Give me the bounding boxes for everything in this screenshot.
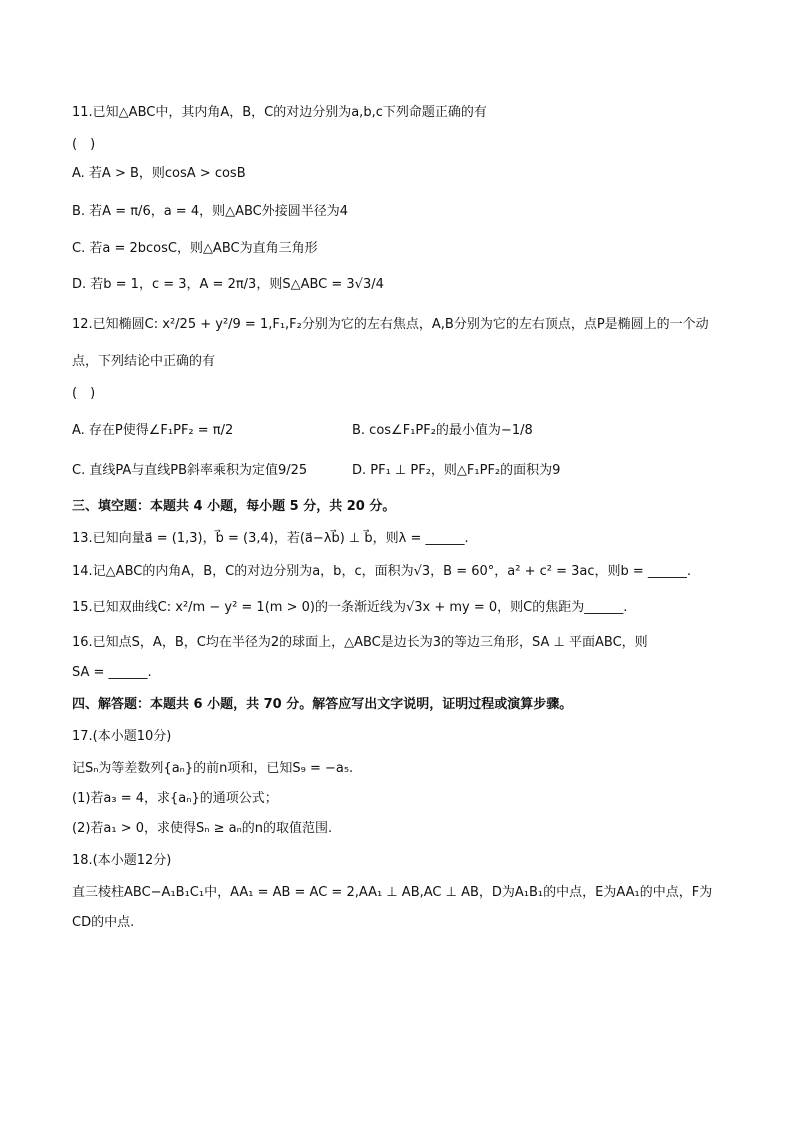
q16-line2: SA = ______. bbox=[72, 665, 152, 680]
q13: 13.已知向量a⃗ = (1,3)，b⃗ = (3,4)，若(a⃗−λb⃗) ⊥ b⃗，则λ = ______. bbox=[72, 531, 469, 546]
q15: 15.已知双曲线C: x²/m − y² = 1(m > 0)的一条渐近线为√3x + my = 0，则C的焦距为______. bbox=[72, 600, 628, 615]
section-fill-blank-heading: 三、填空题：本题共 4 小题，每小题 5 分，共 20 分。 bbox=[72, 499, 396, 514]
q18-heading: 18.(本小题12分) bbox=[72, 853, 172, 868]
q12-option-b: B. cos∠F₁PF₂的最小值为−1/8 bbox=[352, 423, 533, 438]
q12-stem: 12.已知椭圆C: x²/25 + y²/9 = 1,F₁,F₂分别为它的左右焦点，A,B分别为它的左右顶点，点P是椭圆上的一个动 bbox=[72, 317, 709, 332]
q11-option-d: D. 若b = 1，c = 3，A = 2π/3，则S△ABC = 3√3/4 bbox=[72, 277, 384, 292]
q14: 14.记△ABC的内角A，B，C的对边分别为a，b，c，面积为√3，B = 60°，a² + c² = 3ac，则b = ______. bbox=[72, 564, 692, 579]
q18-line2: CD的中点. bbox=[72, 915, 135, 930]
q17-line2: (1)若a₃ = 4，求{aₙ}的通项公式； bbox=[72, 791, 278, 806]
q12-option-a: A. 存在P使得∠F₁PF₂ = π/2 bbox=[72, 423, 234, 438]
q12-option-c: C. 直线PA与直线PB斜率乘积为定值9/25 bbox=[72, 463, 308, 478]
section-solution-heading: 四、解答题：本题共 6 小题，共 70 分。解答应写出文字说明，证明过程或演算步骤。 bbox=[72, 697, 573, 712]
q12-stem-cont: 点，下列结论中正确的有 bbox=[72, 354, 216, 369]
q18-line1: 直三棱柱ABC−A₁B₁C₁中，AA₁ = AB = AC = 2,AA₁ ⊥ AB,AC ⊥ AB，D为A₁B₁的中点，E为AA₁的中点，F为 bbox=[72, 885, 713, 900]
q16-line1: 16.已知点S，A，B，C均在半径为2的球面上，△ABC是边长为3的等边三角形，SA ⊥ 平面ABC，则 bbox=[72, 635, 648, 650]
q11-paren: ( ) bbox=[72, 137, 96, 152]
q11-option-c: C. 若a = 2bcosC，则△ABC为直角三角形 bbox=[72, 241, 318, 256]
q17-line1: 记Sₙ为等差数列{aₙ}的前n项和，已知S₉ = −a₅. bbox=[72, 761, 354, 776]
q12-option-d: D. PF₁ ⊥ PF₂，则△F₁PF₂的面积为9 bbox=[352, 463, 561, 478]
q17-heading: 17.(本小题10分) bbox=[72, 729, 172, 744]
q11-stem: 11.已知△ABC中，其内角A，B，C的对边分别为a,b,c下列命题正确的有 bbox=[72, 105, 487, 120]
q12-paren: ( ) bbox=[72, 386, 96, 401]
q11-option-a: A. 若A > B，则cosA > cosB bbox=[72, 166, 246, 181]
q17-line3: (2)若a₁ > 0，求使得Sₙ ≥ aₙ的n的取值范围. bbox=[72, 821, 333, 836]
q11-option-b: B. 若A = π/6，a = 4，则△ABC外接圆半径为4 bbox=[72, 204, 349, 219]
